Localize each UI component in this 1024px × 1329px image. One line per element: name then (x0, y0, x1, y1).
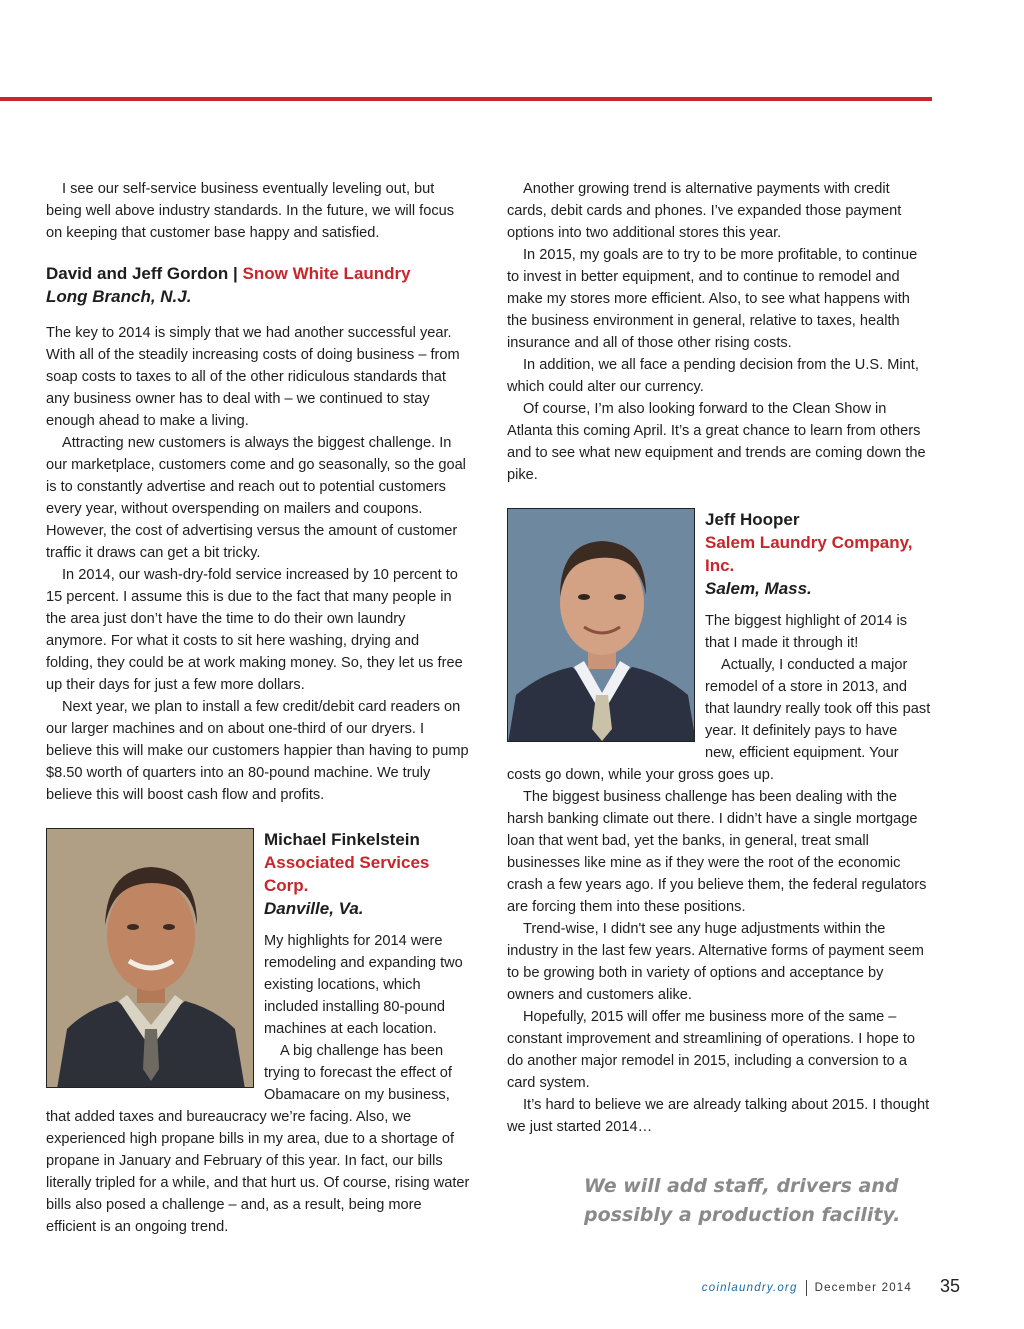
right-paragraph: In addition, we all face a pending decision from the U.S. Mint, which could alter our currency. (507, 357, 919, 395)
intro-paragraph: I see our self-service business eventually leveling out, but being well above industry standards. In the future, we will focus on keeping that customer base happy and satisfied. (46, 181, 455, 241)
right-paragraph: Another growing trend is alternative payments with credit cards, debit cards and phones. I’ve expanded those payment options into two additional stores this year. (507, 181, 902, 241)
hooper-profile (507, 508, 931, 1138)
gordon-paragraph: Attracting new customers is always the biggest challenge. In our marketplace, customers come and go seasonally, so the goal is to constantly advertise and reach out to potential customers every year, without overspending on mailers and coupons. However, the cost of advertising versus the amount of customer traffic it draws can get a bit tricky. (46, 435, 466, 561)
left-column (46, 178, 470, 1238)
finkelstein-company: Associated Services Corp. (264, 853, 430, 895)
right-paragraph: Of course, I’m also looking forward to the Clean Show in Atlanta this coming April. It’s a great chance to learn from others and to see what new equipment and trends are coming down the pike. (507, 401, 926, 483)
top-red-rule (0, 97, 932, 101)
hooper-paragraph: Trend-wise, I didn't see any huge adjustments within the industry in the last few years. Alternative forms of payment seem to be growing both in variety of options and acceptance by owners and customers alike. (507, 921, 924, 1003)
hooper-paragraph: Actually, I conducted a major remodel of a store in 2013, and that laundry really took off this past year. It definitely pays to have new, efficient equipment. Your costs go down, while your gross goes up. (507, 657, 931, 783)
right-column (507, 178, 931, 1138)
hooper-name: Jeff Hooper (705, 510, 800, 529)
page-number: 35 (940, 1276, 961, 1296)
finkelstein-profile (46, 828, 470, 1238)
right-paragraph: In 2015, my goals are to try to be more profitable, to continue to invest in better equipment, and to continue to remodel and make my stores more efficient. Also, to see what happens with the business environment in general, relative to taxes, health insurance and all of those other rising costs. (507, 247, 918, 351)
hooper-paragraph: It’s hard to believe we are already talking about 2015. I thought we just started 2014… (507, 1097, 930, 1135)
footer-site-link[interactable]: coinlaundry.org (701, 1282, 798, 1295)
gordon-paragraph: In 2014, our wash-dry-fold service increased by 10 percent to 15 percent. I assume this is due to the fact that many people in the area just don’t have the time to do their own laundry anymore. For what it costs to sit here washing, drying and folding, they could be at work making money. So, they let us free up their days for just a few more dollars. (46, 567, 463, 693)
footer-issue: December 2014 (814, 1282, 912, 1295)
gordon-names: David and Jeff Gordon | (46, 264, 238, 283)
gordon-paragraph: The key to 2014 is simply that we had another successful year. With all of the steadily increasing costs of doing business – from soap costs to taxes to all of the other ridiculous standards that any business owner has to deal with – we continued to stay enough ahead to make a living. (46, 325, 460, 429)
gordon-paragraph: Next year, we plan to install a few credit/debit card readers on our larger machines and on about one-third of our dryers. I believe this will make our customers happier than having to pump $8.50 worth of quarters into an 80-pound machine. We truly believe this will boost cash flow and profits. (46, 699, 469, 803)
pull-quote: We will add staff, drivers and possibly a production facility. (584, 1175, 901, 1226)
gordon-city: Long Branch, N.J. (46, 287, 192, 306)
hooper-city: Salem, Mass. (705, 579, 812, 598)
finkelstein-photo (46, 828, 254, 1088)
gordon-heading (46, 262, 470, 285)
hooper-company: Salem Laundry Company, Inc. (705, 533, 913, 575)
finkelstein-name: Michael Finkelstein (264, 830, 420, 849)
finkelstein-city: Danville, Va. (264, 899, 364, 918)
footer-divider (806, 1280, 807, 1296)
page-footer (702, 1280, 912, 1296)
hooper-paragraph: Hopefully, 2015 will offer me business more of the same – constant improvement and streamlining of operations. I hope to do another major remodel in 2015, including a conversion to a card system. (507, 1009, 916, 1091)
finkelstein-paragraph: My highlights for 2014 were remodeling and expanding two existing locations, which included installing 80-pound machines at each location. (264, 933, 463, 1037)
hooper-paragraph: The biggest highlight of 2014 is that I made it through it! (705, 613, 908, 651)
gordon-company: Snow White Laundry (242, 264, 411, 283)
hooper-paragraph: The biggest business challenge has been dealing with the harsh banking climate out there. I didn’t have a single mortgage loan that went bad, yet the banks, in general, treat small businesses like mine as if they were the root of the economic crash a few years ago. If you believe them, the federal regulators are forcing them into these positions. (507, 789, 927, 915)
hooper-photo (507, 508, 695, 742)
finkelstein-paragraph: A big challenge has been trying to forecast the effect of Obamacare on my business, that added taxes and bureaucracy we’re facing. Also, we experienced high propane bills in my area, due to a shortage of propane in January and February of this year. In fact, our bills literally tripled for a while, and that hurt us. Of course, rising water bills also posed a challenge – and, as a result, being more efficient is an ongoing trend. (46, 1043, 470, 1235)
